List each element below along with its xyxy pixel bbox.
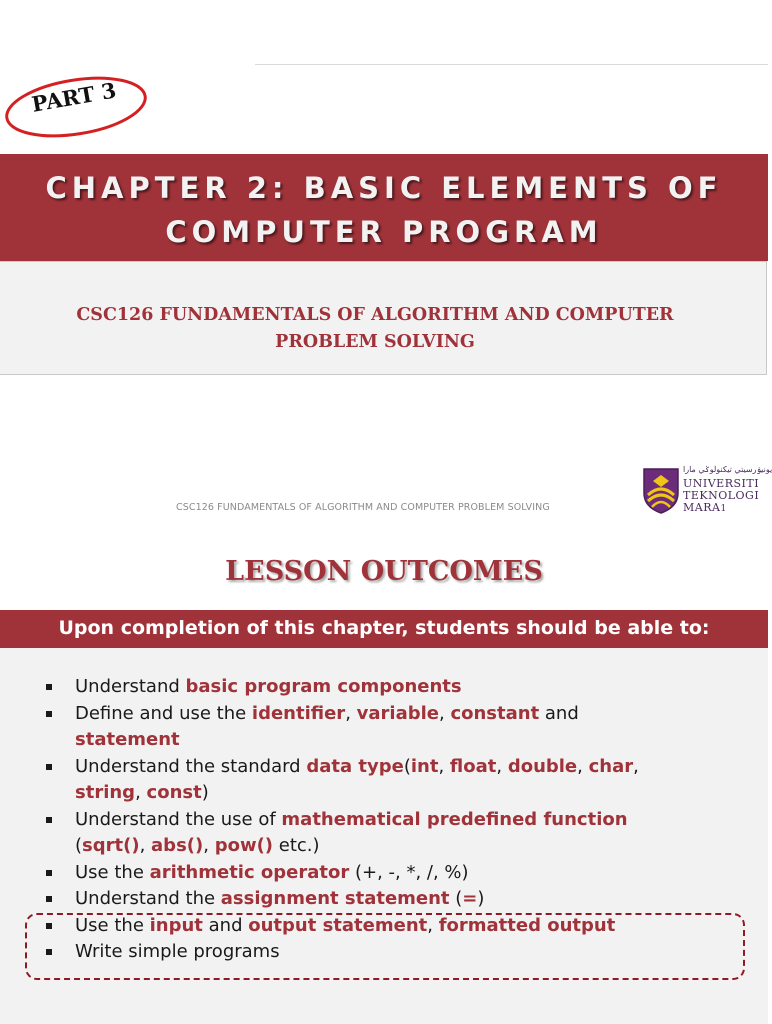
outcome-2-highlight-constant: constant bbox=[450, 702, 540, 724]
outcome-5-highlight-arithmetic: arithmetic operator bbox=[149, 861, 350, 883]
slide-footer: CSC126 FUNDAMENTALS OF ALGORITHM AND COMPUTER PROBLEM SOLVING bbox=[176, 502, 550, 513]
outcome-2-highlight-statement: statement bbox=[75, 729, 180, 750]
outcome-4-line2 bbox=[75, 833, 744, 860]
outcome-3-highlight-char: char bbox=[588, 755, 634, 777]
outcome-item-4 bbox=[44, 807, 744, 860]
outcome-4-sep2: , bbox=[203, 835, 215, 856]
outcome-3-sep4: , bbox=[633, 755, 639, 777]
outcome-2-sep2: , bbox=[438, 702, 451, 724]
outcome-7-highlight-output: output statement bbox=[248, 914, 428, 936]
outcome-3-highlight-data-type: data type bbox=[306, 755, 404, 777]
outcome-4-highlight-sqrt: sqrt() bbox=[82, 835, 140, 856]
outcome-6-highlight-equals: = bbox=[462, 888, 478, 909]
highlight-dashed-box bbox=[25, 913, 745, 980]
outcome-7-highlight-input: input bbox=[149, 914, 203, 936]
outcome-5-operators: (+, -, *, /, %) bbox=[349, 861, 469, 883]
outcome-4-highlight-function: mathematical predefined function bbox=[281, 808, 628, 830]
outcome-7-text: Use the bbox=[75, 914, 150, 936]
outcome-2-highlight-identifier: identifier bbox=[251, 702, 346, 724]
outcome-4-sep1: , bbox=[139, 835, 152, 856]
outcome-3-highlight-const: const bbox=[146, 782, 202, 803]
outcome-3-highlight-float: float bbox=[449, 755, 497, 777]
outcome-4-paren: ( bbox=[75, 835, 83, 856]
outcome-6-paren: ( bbox=[449, 888, 463, 909]
completion-text: Upon completion of this chapter, students should be able to: bbox=[58, 617, 710, 639]
outcome-2-highlight-variable: variable bbox=[356, 702, 439, 724]
logo-line1: UNIVERSITI bbox=[683, 477, 760, 490]
outcome-7-highlight-formatted: formatted output bbox=[438, 914, 616, 936]
course-title-line1: CSC126 FUNDAMENTALS OF ALGORITHM AND COMPUTER bbox=[76, 305, 674, 325]
outcome-4-highlight-pow: pow() bbox=[214, 835, 274, 856]
lesson-outcomes-title: LESSON OUTCOMES bbox=[225, 556, 543, 587]
course-title bbox=[40, 302, 710, 356]
outcome-2-text: Define and use the bbox=[75, 702, 252, 724]
outcome-4-highlight-abs: abs() bbox=[151, 835, 204, 856]
outcome-3-highlight-int: int bbox=[410, 755, 439, 777]
logo-line2: TEKNOLOGI bbox=[683, 489, 760, 502]
logo-text bbox=[683, 478, 759, 515]
outcome-3-sep1: , bbox=[438, 755, 450, 777]
outcome-3-paren: ( bbox=[403, 755, 411, 777]
outcome-3-text: Understand the standard bbox=[75, 755, 307, 777]
chapter-title-line1: CHAPTER 2: BASIC ELEMENTS OF bbox=[45, 171, 723, 205]
top-divider-line bbox=[255, 64, 768, 65]
outcome-3-sep5: , bbox=[135, 782, 147, 803]
outcome-6-highlight-assignment: assignment statement bbox=[220, 888, 450, 909]
outcome-item-6 bbox=[44, 886, 744, 913]
logo-line3-text: MARA bbox=[683, 501, 721, 514]
logo-line3 bbox=[683, 502, 759, 515]
outcome-4-etc: etc.) bbox=[273, 835, 320, 856]
chapter-title bbox=[0, 166, 768, 254]
outcome-6-close: ) bbox=[477, 888, 485, 909]
outcome-1-highlight: basic program components bbox=[185, 676, 462, 697]
outcome-item-1 bbox=[44, 674, 744, 701]
outcome-2-sep1: , bbox=[345, 702, 357, 724]
outcome-8-text: Write simple programs bbox=[75, 941, 280, 962]
outcome-3-sep3: , bbox=[577, 755, 589, 777]
logo-jawi-text: يونيۏرسيتي تيكنولوݢي مارا bbox=[683, 465, 772, 474]
outcome-4-text: Understand the use of bbox=[75, 808, 282, 830]
outcome-3-line2 bbox=[75, 780, 744, 807]
outcome-item-5 bbox=[44, 860, 744, 887]
outcome-item-3 bbox=[44, 754, 744, 807]
outcome-3-sep2: , bbox=[496, 755, 508, 777]
course-title-line2: PROBLEM SOLVING bbox=[275, 332, 475, 352]
part-label: PART 3 bbox=[29, 77, 119, 117]
outcome-3-close: ) bbox=[201, 782, 209, 803]
outcome-1-text: Understand bbox=[75, 676, 186, 697]
chapter-title-line2: COMPUTER PROGRAM bbox=[165, 215, 603, 249]
page-number: 1 bbox=[720, 504, 727, 514]
outcome-3-highlight-double: double bbox=[507, 755, 578, 777]
outcome-2-and: and bbox=[539, 702, 579, 724]
outcome-7-and: and bbox=[202, 914, 249, 936]
outcome-3-highlight-string: string bbox=[75, 782, 136, 803]
outcome-6-text: Understand the bbox=[75, 888, 221, 909]
outcome-7-sep: , bbox=[427, 914, 439, 936]
outcome-item-2 bbox=[44, 701, 744, 754]
outcome-5-text: Use the bbox=[75, 861, 150, 883]
uitm-logo-icon bbox=[640, 467, 682, 515]
